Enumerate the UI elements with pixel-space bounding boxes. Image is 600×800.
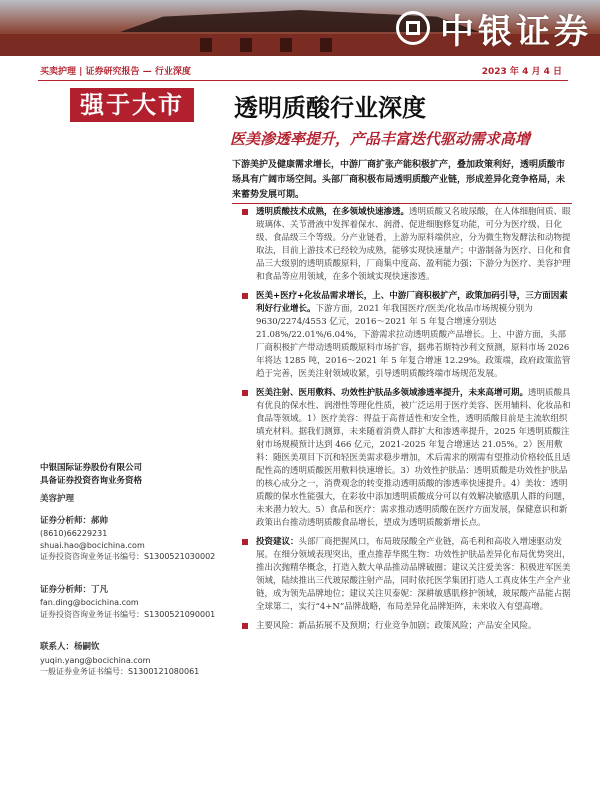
key-point-text: 透明质酸具有优良的保水性、润滑性等理化性质，被广泛运用于医疗美容、医用辅料、化妆品和食品等领域。1）医疗美容：得益于高普适性和安全性，透明质酸目前是主流软组织填充材料。据我们测算，未来随着消费人群扩大和渗透率提升，2025 年透明质酸注射市场规模预计达到 466 亿元，2021-2025 年复合增速达 21.05%。2）医用敷料：随医美项目下沉和轻医美需求稳步增加，术后需求的刚需有望推动价格较低且适配性高的透明质酸医用敷料快速增长。3）功效性护肤品：透明质酸是功效性护肤品的核心成分之一，消费观念的转变推动透明质酸的渗透率快速提升。4）美妆：透明质酸的保水性能强大，在彩妆中添加透明质酸成分可以有效解决敏感肌人群的问题，未来潜力较大。5）食品和医疗：需求推动透明质酸在医疗方面发展，保健意识和新政策出台推动透明质酸食品增长，望成为透明质酸新增长点。	[256, 388, 571, 528]
breadcrumb-text: 买卖护理 | 证券研究报告 — 行业深度	[40, 67, 191, 77]
key-point-text: 透明质酸又名玻尿酸，在人体细胞间质、眼玻璃体、关节滑液中发挥着保水、润滑、促进细胞修复功能，可分为医疗级、日化级、食品级三个等级。分产业链看，上游为原料端供应，分为微生物发酵法和动物提取法，目前上游技术已经较为成熟，能够实现快速量产；中游制备为医疗、日化和食品三大级别的透明质酸原料，厂商集中度高、盈利能力强；下游分为医疗、美容护理和食品等应用领域，在多个领域实现快速渗透。	[256, 207, 571, 282]
rating-badge: 强于大市	[70, 88, 194, 122]
key-points-list	[232, 206, 572, 639]
key-point-lead: 医美注射、医用敷料、功效性护肤品多领域渗透率提升，未来高增可期。	[256, 388, 529, 398]
analyst-card	[40, 585, 220, 621]
key-point-text: 主要风险：新品拓展不及预期；行业竞争加剧；政策风险；产品安全风险。	[256, 621, 537, 631]
summary-divider	[232, 203, 572, 204]
key-point-text: 头部厂商把握风口，布局玻尿酸全产业链，高毛利和高收入增速驱动发展。在细分领域表现突出，重点推荐华熙生物：功效性护肤品差异化布局优势突出，推出次抛精华概念，打造入数大单品推动品牌破圈；建议关注爱美客：积极进军医美领域，陆续推出三代玻尿酸注射产品，同时依托医学集团打造人工真皮体生产全产业链，成为领先品牌地位；建议关注贝泰妮：深耕敏感肌修护领域，玻尿酸产品能占据全球第二，实行“4+N”品牌战略，布局差异化品牌矩阵，未来收入有望高增。	[256, 537, 571, 612]
analyst-cert: 证券投资咨询业务证书编号：S1300521090001	[40, 609, 216, 619]
analyst-phone: (8610)66229231	[40, 529, 108, 538]
analyst-role: 证券分析师：郝帅	[40, 515, 109, 526]
header-divider	[38, 80, 568, 81]
bullet-square-icon	[242, 539, 248, 545]
spacer	[40, 620, 220, 632]
analyst-email[interactable]: yuqin.yang@bocichina.com	[40, 655, 151, 665]
palace-window	[320, 38, 332, 52]
report-title: 透明质酸行业深度	[234, 93, 426, 122]
bullet-square-icon	[242, 390, 248, 396]
bank-of-china-logo-icon	[396, 11, 430, 45]
key-point-text: 下游方面，2021 年我国医疗/医美/化妆品市场规模分别为 9630/2274/4553 亿元，2016～2021 年 5 年复合增速分别达 21.08%/22.01%/6.04%，下游需求拉动透明质酸产品增长。上、中游方面，头部厂商积极扩产带动透明质酸原料市场扩容，据弗若斯特沙利文预测，原料市场 2026 年将达 1285 吨，2016～2021 年 5 年复合增速 12.29%。政策端，政府政策监管趋于完善，医美注射领域收紧，引导透明质酸终端市场规范发展。	[256, 304, 571, 379]
company-logo	[396, 0, 592, 56]
key-point-lead: 投资建议：	[256, 537, 299, 547]
analyst-email[interactable]: fan.ding@bocichina.com	[40, 598, 139, 607]
key-point-lead: 透明质酸技术成熟，在多领域快速渗透。	[256, 207, 410, 217]
logo-text: 中银证券	[440, 11, 592, 52]
palace-window	[200, 38, 212, 52]
analyst-cert: 证券投资咨询业务证书编号：S1300521030002	[40, 552, 216, 561]
breadcrumb	[30, 62, 570, 78]
analyst-role: 证券分析师：丁凡	[40, 584, 109, 595]
sidebar-info	[40, 462, 220, 678]
key-point	[232, 290, 572, 381]
analyst-card	[40, 642, 220, 678]
org-name: 中银国际证券股份有限公司	[40, 463, 143, 473]
org-qualification: 具备证券投资咨询业务资格	[40, 476, 143, 486]
key-point	[232, 206, 572, 284]
palace-window	[240, 38, 252, 52]
palace-window	[280, 38, 292, 52]
bullet-square-icon	[242, 623, 248, 629]
analyst-email[interactable]: shuai.hao@bocichina.com	[40, 540, 145, 550]
bullet-square-icon	[242, 209, 248, 215]
report-subtitle: 医美渗透率提升，产品丰富迭代驱动需求高增	[230, 130, 531, 148]
org-sector: 美容护理	[40, 494, 75, 504]
header-banner	[0, 0, 600, 56]
key-point	[232, 620, 572, 633]
summary-paragraph: 下游美护及健康需求增长，中游厂商扩张产能积极扩产，叠加政策利好，透明质酸市场具有广阔市场空间。头部厂商积极布局透明质酸产业链，形成差异化竞争格局，未来蓄势发展可期。	[232, 160, 566, 200]
analyst-card	[40, 516, 220, 563]
spacer	[40, 563, 220, 575]
bullet-square-icon	[242, 293, 248, 299]
analyst-role: 联系人：杨嗣钦	[40, 642, 100, 652]
key-point	[232, 536, 572, 614]
key-point	[232, 387, 572, 530]
key-point-lead: 医美+医疗+化妆品需求增长，上、中游厂商积极扩产，政策加码引导，三方面因素利好行业增长。	[256, 291, 568, 314]
analyst-cert: 一般证券业务证书编号：S1300121080061	[40, 667, 200, 676]
report-date: 2023 年 4 月 4 日	[481, 67, 562, 77]
